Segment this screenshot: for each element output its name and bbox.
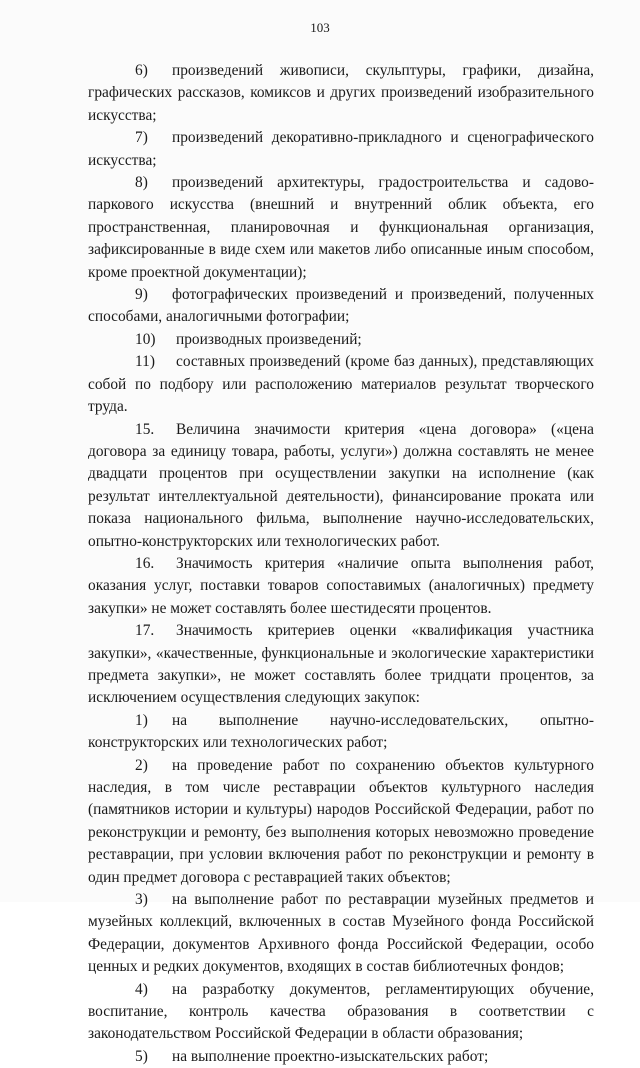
section-paragraph <box>88 553 594 620</box>
list-item <box>88 710 594 755</box>
item-number: 3) <box>135 891 148 909</box>
section-number: 16. <box>135 554 155 572</box>
item-text: произведений живописи, скульптуры, графики, дизайна, графических рассказов, комиксов и других произведений изобразительного искусства; <box>88 62 594 124</box>
item-number: 6) <box>135 62 148 79</box>
section-text: Значимость критерия «наличие опыта выполнения работ, оказания услуг, поставки товаров сопоставимых (аналогичных) предмету закупки» не может составлять более шестидесяти процентов. <box>88 554 594 617</box>
page-number: 103 <box>310 20 330 35</box>
list-item <box>88 755 594 889</box>
item-text: на выполнение научно-исследовательских, опытно-конструкторских или технологических работ; <box>88 711 594 752</box>
section-paragraph <box>88 620 594 710</box>
list-item <box>88 172 594 284</box>
item-number: 5) <box>135 1047 148 1065</box>
list-item <box>88 979 594 1046</box>
section-text: Значимость критериев оценки «квалификация участника закупки», «качественные, функциональные и экологические характеристики предмета закупки», не может составлять более тридцати процентов, за исключением осуществления следующих закупок: <box>88 622 594 707</box>
item-number: 10) <box>135 330 156 348</box>
list-item <box>88 351 594 418</box>
item-text: составных произведений (кроме баз данных), представляющих собой по подбору или расположению материалов результат творческого труда. <box>88 353 594 416</box>
list-item <box>88 889 594 979</box>
section-text: Величина значимости критерия «цена договора» («цена договора за единицу товара, работы, услуги») должна составлять не менее двадцати процентов при осуществлении закупки на исполнение (как результат интеллектуальной деятельности), финансирование проката или показа национального фильма, выполнение научно-исследовательских, опытно-конструкторских или технологических работ. <box>88 420 594 550</box>
item-number: 1) <box>135 711 148 729</box>
item-text: производных произведений; <box>176 330 362 348</box>
section-number: 17. <box>135 622 155 640</box>
list-item <box>88 284 594 329</box>
item-number: 11) <box>135 353 155 371</box>
item-number: 7) <box>135 129 148 147</box>
item-number: 2) <box>135 756 148 774</box>
list-item <box>88 60 594 127</box>
item-number: 8) <box>135 174 148 192</box>
item-text: на проведение работ по сохранению объектов культурного наследия, в том числе реставрации объектов культурного наследия (памятников истории и культуры) народов Российской Федерации, работ по реконструкции и ремонту, без выполнения которых невозможно проведение реставрации, при условии включения работ по реконструкции и ремонту в один предмет договора с реставрацией таких объектов; <box>88 756 594 886</box>
item-text: на разработку документов, регламентирующих обучение, воспитание, контроль качества образования в соответствии с законодательством Российской Федерации в области образования; <box>88 980 594 1043</box>
item-text: на выполнение работ по реставрации музейных предметов и музейных коллекций, включенных в состав Музейного фонда Российской Федерации, документов Архивного фонда Российской Федерации, особо ценных и редких документов, входящих в состав библиотечных фондов; <box>88 891 594 976</box>
item-text: произведений декоративно-прикладного и сценографического искусства; <box>88 129 594 169</box>
list-item <box>88 1046 594 1068</box>
item-text: произведений архитектуры, градостроительства и садово-паркового искусства (внешний и внутренний облик объекта, его пространственная, планировочная и функциональная организация, зафиксированные в виде схем или макетов либо описанные иным способом, кроме проектной документации); <box>88 174 594 281</box>
item-text: на выполнение проектно-изыскательских работ; <box>172 1047 489 1065</box>
item-text: фотографических произведений и произведений, полученных способами, аналогичными фотографии; <box>88 286 594 326</box>
item-number: 9) <box>135 286 148 304</box>
section-paragraph <box>88 419 594 553</box>
list-item <box>88 127 594 172</box>
section-number: 15. <box>135 420 155 438</box>
item-number: 4) <box>135 980 148 998</box>
list-item <box>88 329 594 351</box>
document-body <box>88 60 594 1068</box>
